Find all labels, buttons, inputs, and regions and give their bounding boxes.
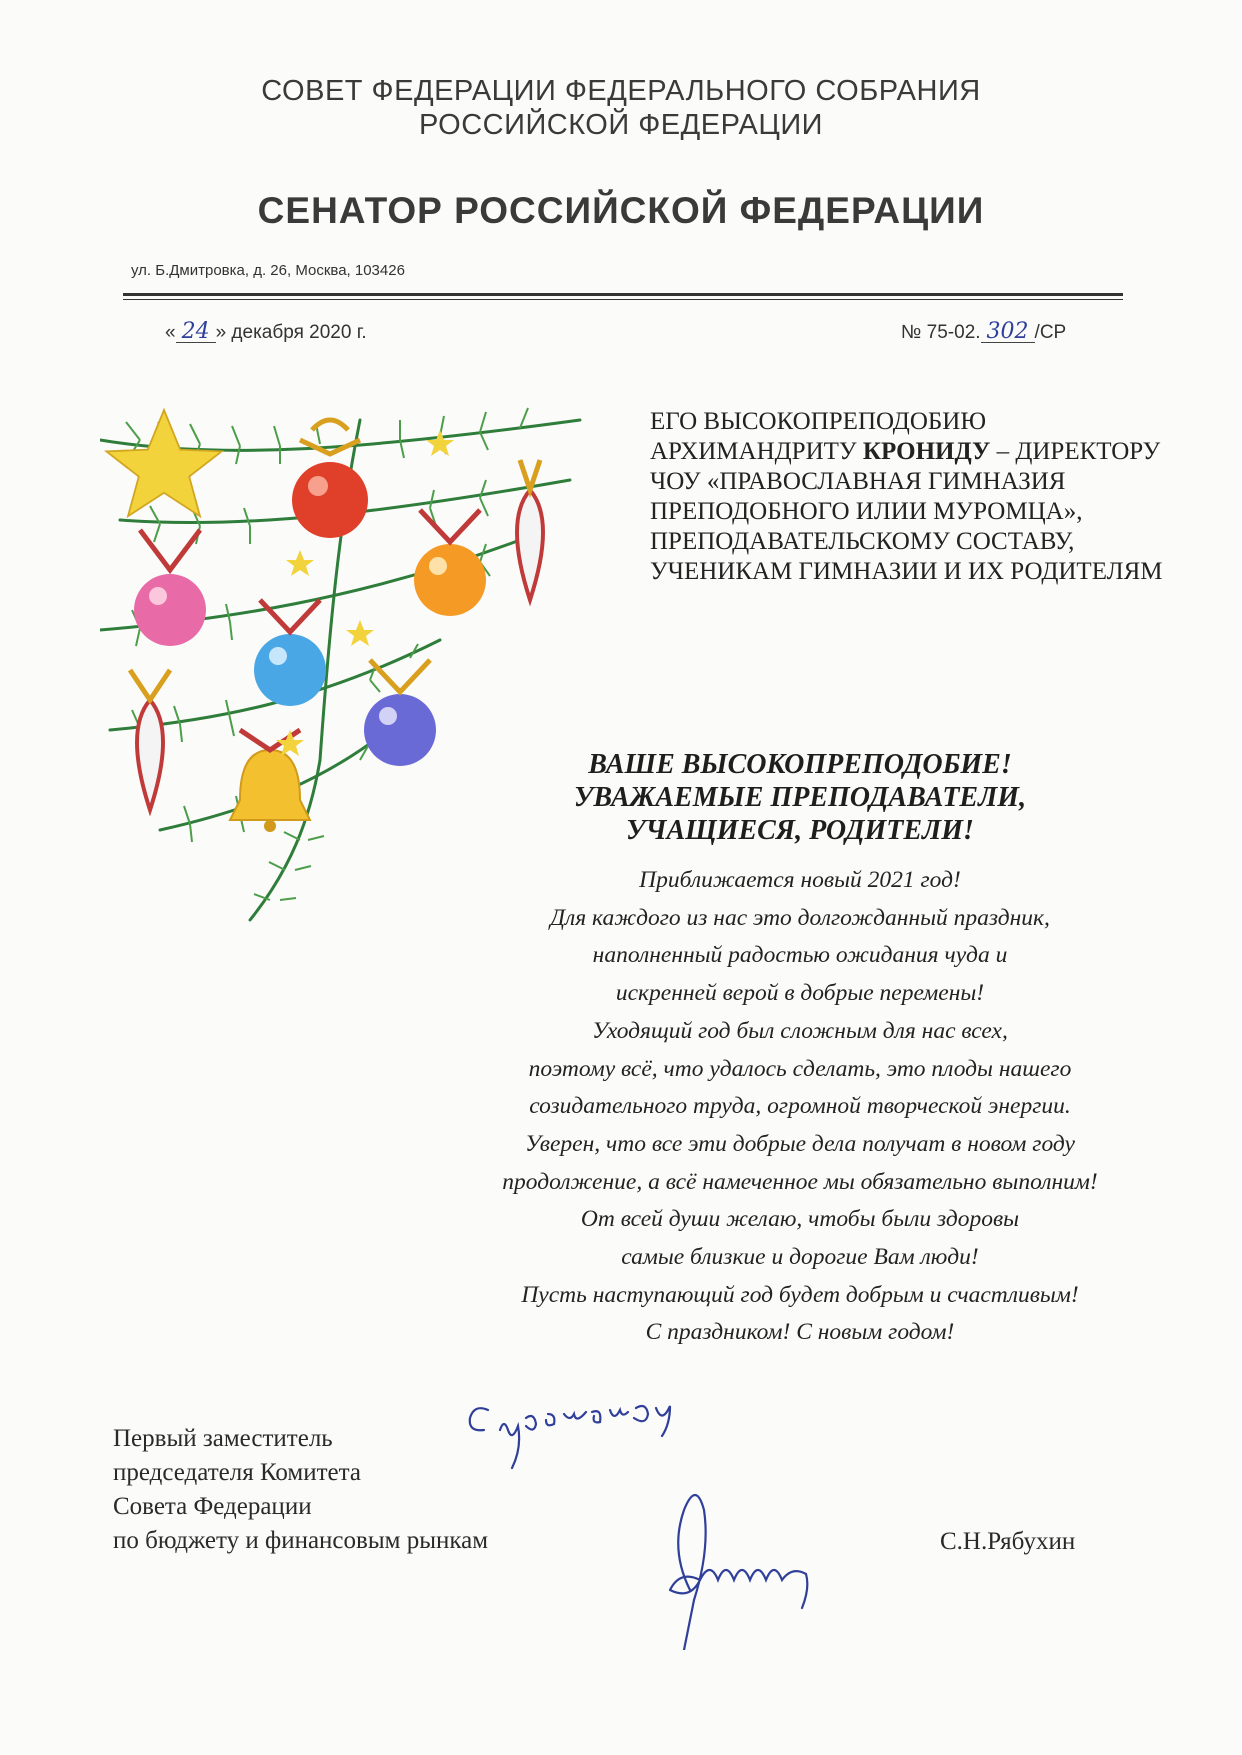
handwritten-note-icon (470, 1406, 670, 1468)
ornament-pink-icon (134, 530, 206, 646)
addressee-name: КРОНИДУ (862, 438, 991, 465)
number-handwritten: 302 (981, 322, 1035, 343)
position-line: Первый заместитель (113, 1425, 333, 1452)
body-line: С праздником! С новым годом! (645, 1319, 955, 1346)
body-line: Приближается новый 2021 год! (639, 867, 961, 893)
document-title: СЕНАТОР РОССИЙСКОЙ ФЕДЕРАЦИИ (257, 190, 985, 231)
star-icon (106, 410, 221, 516)
body-line: поэтому всё, что удалось сделать, это плоды нашего (528, 1055, 1072, 1082)
number-suffix: /СР (1034, 322, 1067, 343)
org-line-1: СОВЕТ ФЕДЕРАЦИИ ФЕДЕРАЛЬНОГО СОБРАНИЯ (261, 75, 981, 107)
body-line: созидательного труда, огромной творческой энергии. (529, 1093, 1071, 1120)
greeting-line: УВАЖАЕМЫЕ ПРЕПОДАВАТЕЛИ, (573, 782, 1027, 813)
body-line: Уходящий год был сложным для нас всех, (592, 1017, 1008, 1044)
position-line: Совета Федерации (113, 1493, 312, 1520)
icicle-ornament-icon (130, 670, 170, 810)
ornament-blue-icon (254, 600, 326, 706)
greeting-line: УЧАЩИЕСЯ, РОДИТЕЛИ! (626, 815, 974, 846)
icicle-ornament-icon (517, 460, 543, 600)
ornament-purple-icon (364, 660, 436, 766)
body-line: Пусть наступающий год будет добрым и счастливым! (521, 1281, 1079, 1308)
greeting (440, 748, 1160, 847)
greeting-line: ВАШЕ ВЫСОКОПРЕПОДОБИЕ! (588, 749, 1012, 780)
date-day-handwritten: 24 (176, 322, 216, 343)
address: ул. Б.Дмитровка, д. 26, Москва, 103426 (131, 262, 405, 279)
document-date (165, 319, 367, 344)
body-line: самые близкие и дорогие Вам люди! (621, 1244, 979, 1271)
christmas-branch-illustration (100, 400, 640, 940)
signature-scribble-icon (670, 1495, 807, 1650)
org-line-2: РОССИЙСКОЙ ФЕДЕРАЦИИ (418, 109, 824, 141)
addressee-part-2: – ДИРЕКТОРУ ЧОУ «ПРАВОСЛАВНАЯ ГИМНАЗИЯ ПРЕПОДОБНОГО ИЛИИ МУРОМЦА», ПРЕПОДАВАТЕЛЬСКОМУ СОСТАВУ, УЧЕНИКАМ ГИМНАЗИИ И ИХ РОДИТЕЛЯМ (650, 438, 1163, 585)
signer-name: С.Н.Рябухин (940, 1528, 1076, 1555)
body-line: Для каждого из нас это долгожданный праздник, (550, 904, 1050, 931)
date-open-quote: « (165, 322, 176, 343)
outgoing-number (901, 319, 1067, 344)
signer-position (113, 1422, 488, 1558)
body-line: продолжение, а всё намеченное мы обязательно выполним! (502, 1168, 1098, 1195)
date-rest: » декабря 2020 г. (215, 322, 367, 343)
addressee-block (650, 407, 1170, 587)
ornament-orange-icon (414, 510, 486, 616)
addressee-part-1: ЕГО ВЫСОКОПРЕПОДОБИЮ АРХИМАНДРИТУ (650, 408, 987, 465)
handwritten-signature (460, 1390, 920, 1650)
number-prefix: № 75-02. (901, 322, 981, 343)
organization-header (0, 74, 1242, 142)
position-line: по бюджету и финансовым рынкам (113, 1527, 489, 1554)
position-line: председателя Комитета (113, 1459, 361, 1486)
letter-body (440, 862, 1160, 1352)
header-rule-thick (123, 293, 1123, 296)
body-line: наполненный радостью ожидания чуда и (592, 942, 1008, 969)
body-line: Уверен, что все эти добрые дела получат в новом году (525, 1130, 1075, 1157)
body-line: От всей души желаю, чтобы были здоровы (580, 1206, 1020, 1233)
bell-icon (230, 730, 310, 832)
header-rule-thin (123, 299, 1123, 300)
body-line: искренней верой в добрые перемены! (615, 980, 985, 1007)
